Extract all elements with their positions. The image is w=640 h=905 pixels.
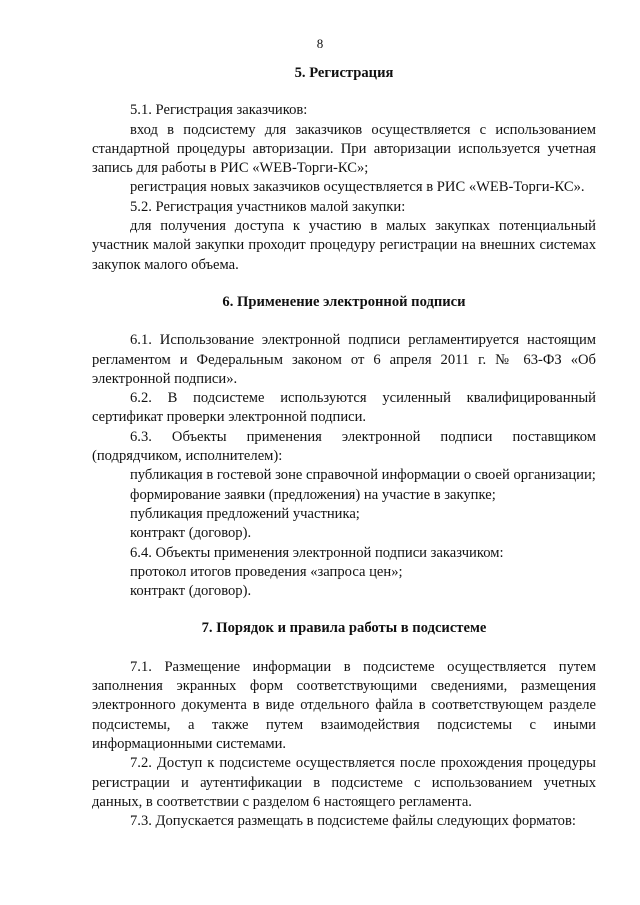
paragraph: контракт (договор). (130, 583, 252, 600)
paragraph: вход в подсистему для заказчиков осуществляется с использованием стандартной процедуры авторизации. При авторизации используется учетная запись для работы в РИС «WEB-Торги-КС»; (92, 121, 596, 177)
paragraph: 7.2. Доступ к подсистеме осуществляется после прохождения процедуры регистрации и аутентификации в подсистеме с использованием учетных данных, в соответствии с разделом 6 настоящего регламента. (92, 755, 596, 810)
section-electronic-signature (92, 293, 596, 601)
paragraph: 6.2. В подсистеме используются усиленный квалифицированный сертификат проверки электронной подписи. (92, 390, 596, 426)
paragraph: 7.3. Допускается размещать в подсистеме файлы следующих форматов: (130, 813, 576, 830)
paragraph: публикация в гостевой зоне справочной информации о своей организации; (130, 467, 596, 484)
section-heading: 7. Порядок и правила работы в подсистеме (201, 620, 487, 637)
paragraph: 7.1. Размещение информации в подсистеме осуществляется путем заполнения экранных форм соответствующими сведениями, размещения электронного документа в виде отдельного файла в соответствующем разделе подсистемы, а также путем взаимодействия подсистемы с иными информационными системами. (92, 658, 596, 752)
paragraph: для получения доступа к участию в малых закупках потенциальный участник малой закупки проходит процедуру регистрации на внешних системах закупок малого объема. (92, 218, 596, 273)
section-registration (92, 64, 596, 275)
paragraph: формирование заявки (предложения) на участие в закупке; (130, 486, 496, 503)
section-work-rules (92, 619, 596, 831)
document-body (92, 64, 596, 831)
paragraph: 6.4. Объекты применения электронной подписи заказчиком: (130, 544, 504, 561)
paragraph: контракт (договор). (130, 525, 252, 542)
paragraph: регистрация новых заказчиков осуществляется в РИС «WEB-Торги-КС». (130, 179, 585, 196)
page-number: 8 (316, 36, 324, 51)
paragraph: 6.1. Использование электронной подписи регламентируется настоящим регламентом и Федеральным законом от 6 апреля 2011 г. № 63-ФЗ «Об электронной подписи». (92, 332, 596, 387)
paragraph: публикация предложений участника; (130, 505, 360, 522)
paragraph: 6.3. Объекты применения электронной подписи поставщиком (подрядчиком, исполнителем): (92, 428, 596, 465)
paragraph: протокол итогов проведения «запроса цен»; (130, 563, 403, 580)
section-heading: 5. Регистрация (294, 65, 394, 81)
section-heading: 6. Применение электронной подписи (222, 293, 466, 310)
paragraph: 5.1. Регистрация заказчиков: (130, 102, 308, 119)
paragraph: 5.2. Регистрация участников малой закупки: (130, 198, 406, 215)
